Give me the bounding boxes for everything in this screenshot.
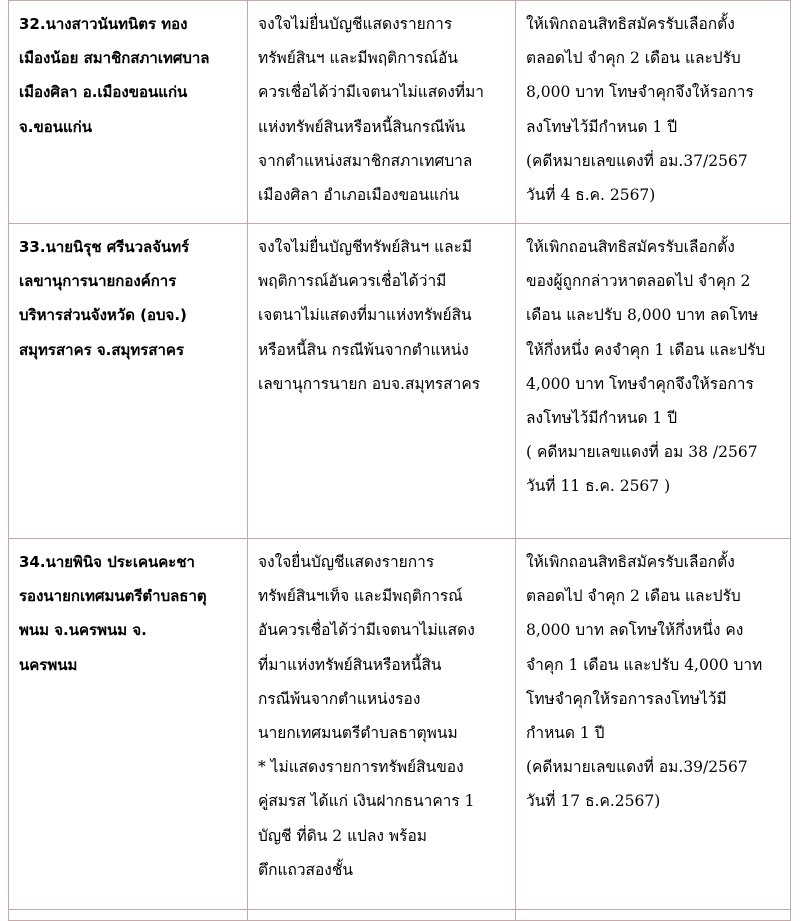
verdict-line: วันที่ 11 ธ.ค. 2567 ) [526,477,671,496]
table-row [9,539,791,910]
charge-line: จงใจไม่ยื่นบัญชีทรัพย์สินฯ และมี [258,238,473,256]
verdict-line: ตลอดไป จำคุก 2 เดือน และปรับ [526,49,741,68]
charge-line: จงใจยื่นบัญชีแสดงรายการ [258,553,435,571]
empty-cell [9,910,248,921]
verdict-line: จำคุก 1 เดือน และปรับ 4,000 บาท [526,655,763,674]
charge-line: ตึกแถวสองชั้น [258,860,353,879]
verdict-line: ของผู้ถูกกล่าวหาตลอดไป จำคุก 2 [526,272,751,291]
defendant-cell [9,224,248,539]
defendant-line: นครพนม [19,655,78,674]
charge-cell [248,1,516,224]
verdict-line: ตลอดไป จำคุก 2 เดือน และปรับ [526,587,741,606]
charge-line: นายกเทศมนตรีตำบลธาตุพนม [258,724,458,743]
verdict-line: ( คดีหมายเลขแดงที่ อม 38 /2567 [526,443,758,462]
charge-line: ควรเชื่อได้ว่ามีเจตนาไม่แสดงที่มา [258,83,484,102]
charge-cell [248,224,516,539]
verdict-line: ลงโทษไว้มีกำหนด 1 ปี [526,117,678,136]
defendant-line: 33.นายนิรุช ศรีนวลจันทร์ [19,238,190,256]
verdict-line: 8,000 บาท ลดโทษให้กึ่งหนึ่ง คง [526,621,744,640]
verdict-cell [516,539,791,910]
defendant-line: บริหารส่วนจังหวัด (อบจ.) [19,306,187,325]
charge-line: เจตนาไม่แสดงที่มาแห่งทรัพย์สิน [258,306,472,325]
charge-line: คู่สมรส ได้แก่ เงินฝากธนาคาร 1 [258,792,475,811]
verdict-line: ให้เพิกถอนสิทธิสมัครรับเลือกตั้ง [526,15,735,33]
defendant-line: 34.นายพินิจ ประเคนคะชา [19,553,195,571]
charge-cell [248,539,516,910]
charge-line: จงใจไม่ยื่นบัญชีแสดงรายการ [258,15,453,33]
charge-line: เลขานุการนายก อบจ.สมุทรสาคร [258,374,481,393]
verdict-line: วันที่ 17 ธ.ค.2567) [526,792,661,811]
charge-line: อันควรเชื่อได้ว่ามีเจตนาไม่แสดง [258,621,475,640]
charge-line: ทรัพย์สินฯเท็จ และมีพฤติการณ์ [258,587,463,606]
charge-line: แห่งทรัพย์สินหรือหนี้สินกรณีพ้น [258,117,466,136]
table-row [9,224,791,539]
defendant-line: เมืองศิลา อ.เมืองขอนแก่น [19,83,188,102]
charge-line: เมืองศิลา อำเภอเมืองขอนแก่น [258,186,460,205]
verdict-line: (คดีหมายเลขแดงที่ อม.39/2567 [526,758,748,777]
verdict-line: ลงโทษไว้มีกำหนด 1 ปี [526,409,678,428]
verdict-line: วันที่ 4 ธ.ค. 2567) [526,186,656,205]
verdict-cell [516,224,791,539]
charge-line: ที่มาแห่งทรัพย์สินหรือหนี้สิน [258,655,442,674]
defendant-line: จ.ขอนแก่น [19,117,93,136]
table-row [9,1,791,224]
defendant-cell [9,1,248,224]
verdict-line: (คดีหมายเลขแดงที่ อม.37/2567 [526,151,748,170]
verdict-line: ให้กึ่งหนึ่ง คงจำคุก 1 เดือน และปรับ [526,340,766,359]
charge-line: บัญชี ที่ดิน 2 แปลง พร้อม [258,826,427,845]
defendant-line: รองนายกเทศมนตรีตำบลธาตุ [19,587,207,606]
charge-line: หรือหนี้สิน กรณีพ้นจากตำแหน่ง [258,340,469,359]
defendant-cell [9,539,248,910]
verdict-line: กำหนด 1 ปี [526,724,605,743]
verdict-line: เดือน และปรับ 8,000 บาท ลดโทษ [526,306,759,325]
defendant-line: เลขานุการนายกองค์การ [19,272,177,291]
verdict-line: 8,000 บาท โทษจำคุกจึงให้รอการ [526,83,754,102]
charge-line: จากตำแหน่งสมาชิกสภาเทศบาล [258,151,473,170]
charge-line: กรณีพ้นจากตำแหน่งรอง [258,689,421,708]
defendant-line: เมืองน้อย สมาชิกสภาเทศบาล [19,49,210,68]
defendant-line: สมุทรสาคร จ.สมุทรสาคร [19,340,185,359]
empty-cell [516,910,791,921]
verdict-cell [516,1,791,224]
defendant-line: 32.นางสาวนันทนิตร ทอง [19,15,188,33]
defendant-line: พนม จ.นครพนม จ. [19,621,147,640]
table-row [9,910,791,921]
verdict-line: 4,000 บาท โทษจำคุกจึงให้รอการ [526,374,754,393]
verdict-line: โทษจำคุกให้รอการลงโทษไว้มี [526,689,727,708]
verdict-line: ให้เพิกถอนสิทธิสมัครรับเลือกตั้ง [526,238,735,256]
verdict-line: ให้เพิกถอนสิทธิสมัครรับเลือกตั้ง [526,553,735,571]
charge-line: พฤติการณ์อันควรเชื่อได้ว่ามี [258,272,447,291]
charge-line: ทรัพย์สินฯ และมีพฤติการณ์อัน [258,49,458,68]
empty-cell [248,910,516,921]
charge-line: * ไม่แสดงรายการทรัพย์สินของ [258,758,464,777]
case-table [8,0,791,921]
